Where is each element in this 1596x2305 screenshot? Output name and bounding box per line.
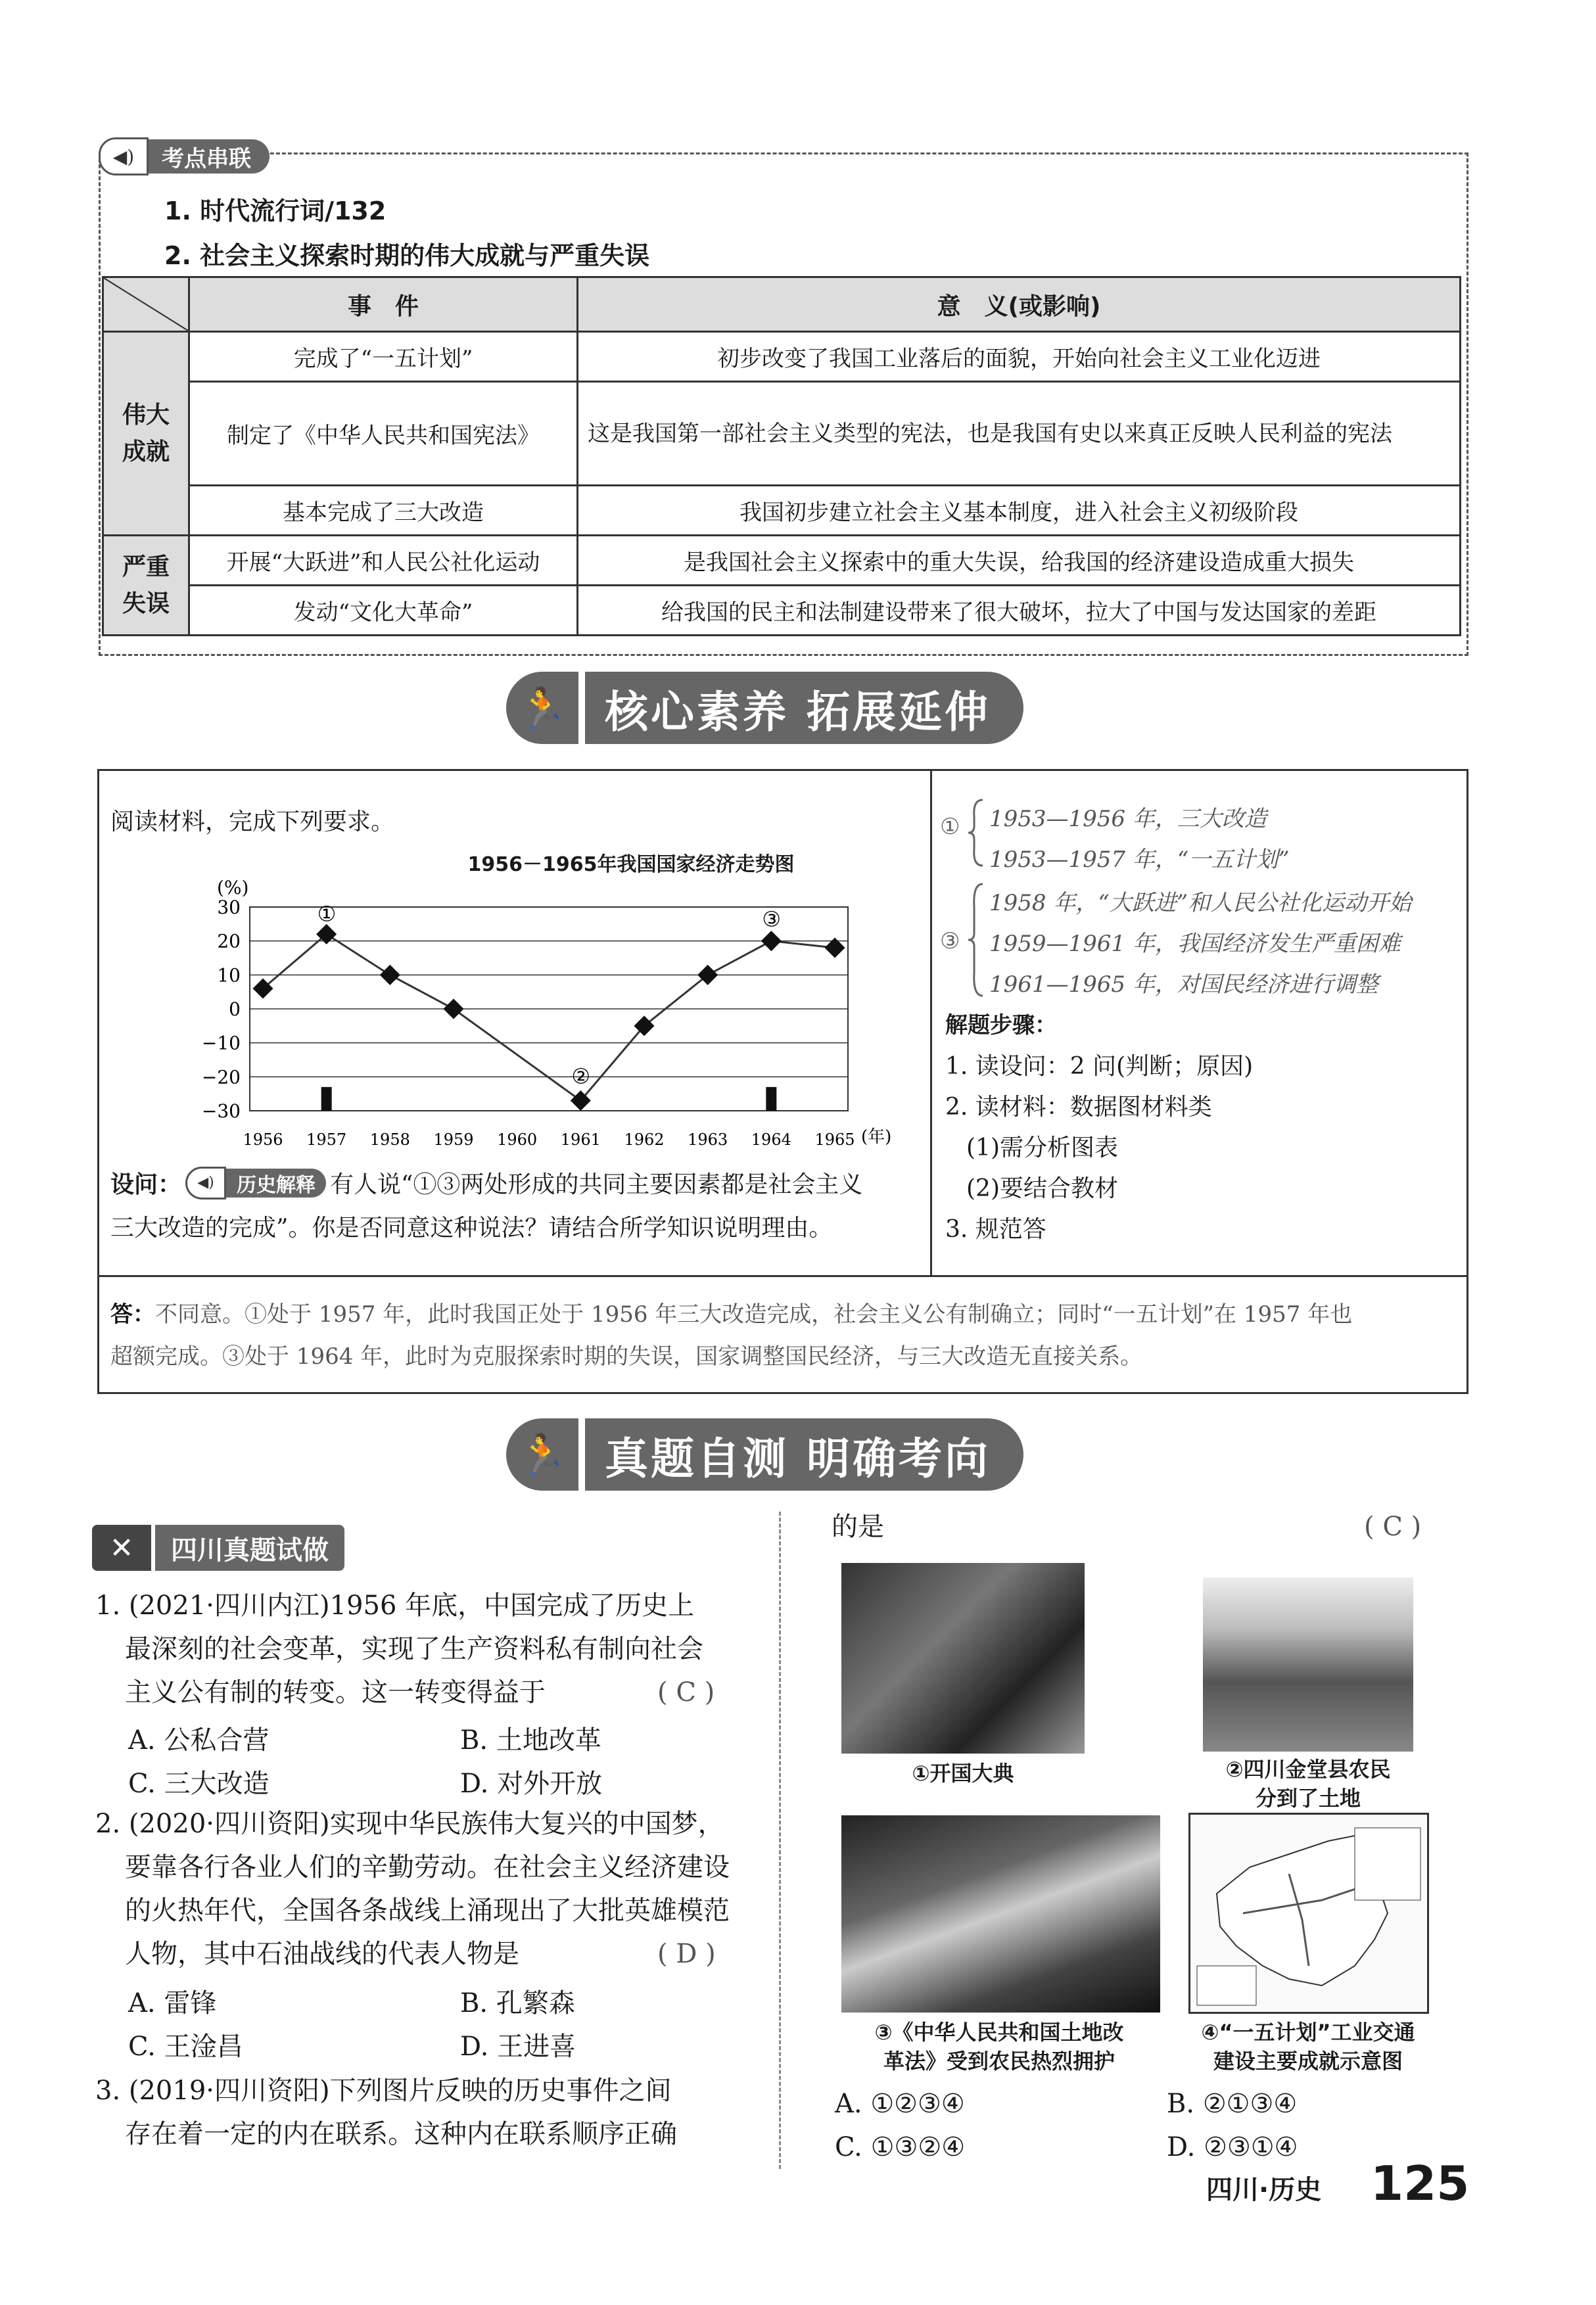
chart-ytick-label: −30 bbox=[201, 1100, 241, 1122]
caption-4a: ④“一五计划”工业交通 bbox=[1201, 2020, 1415, 2045]
q3-option-b[interactable]: B. ②①③④ bbox=[1167, 2089, 1298, 2119]
category-mistakes: 严重失误 bbox=[103, 536, 189, 636]
map-first-five-year-plan bbox=[1188, 1813, 1429, 2014]
step-3: 3. 规范答 bbox=[945, 1216, 1046, 1243]
q1-line-2: 最深刻的社会变革，实现了生产资料私有制向社会 bbox=[125, 1634, 703, 1664]
chart-ylabel: (%) bbox=[217, 877, 249, 898]
table-cell-event: 制定了《中华人民共和国宪法》 bbox=[189, 382, 578, 486]
q2-option-b[interactable]: B. 孔繁森 bbox=[460, 1988, 575, 2018]
q2-line-3: 的火热年代，全国各条战线上涌现出了大批英雄模范 bbox=[125, 1896, 730, 1926]
chart-bar-marker bbox=[321, 1087, 332, 1111]
material-answer-divider bbox=[97, 1275, 1467, 1277]
material-intro: 阅读材料，完成下列要求。 bbox=[110, 808, 395, 835]
chart-data-point bbox=[443, 998, 463, 1019]
speaker-icon: ◀) bbox=[99, 137, 149, 175]
brace-icon bbox=[966, 881, 986, 999]
banner-title: 核心素养 拓展延伸 bbox=[585, 672, 1023, 744]
table-cell-event: 发动“文化大革命” bbox=[189, 586, 578, 636]
chart-series-line bbox=[263, 934, 835, 1100]
q1-option-a[interactable]: A. 公私合营 bbox=[128, 1725, 270, 1756]
chart-xlabel: (年) bbox=[861, 1127, 892, 1147]
chart-xtick-label: 1956 bbox=[243, 1130, 283, 1149]
col-meaning-header: 意 义(或影响) bbox=[578, 277, 1461, 332]
q1-option-b[interactable]: B. 土地改革 bbox=[460, 1725, 601, 1756]
material-divider bbox=[930, 769, 932, 1275]
question-text-1: 有人说“①③两处形成的共同主要因素都是社会主义 bbox=[330, 1171, 863, 1198]
chart-xtick-label: 1964 bbox=[751, 1130, 791, 1149]
chart-xtick-label: 1961 bbox=[560, 1130, 601, 1149]
chart-ytick-label: 0 bbox=[229, 998, 241, 1020]
category-achievements: 伟大成就 bbox=[103, 332, 189, 536]
caption-3a: ③《中华人民共和国土地改 bbox=[874, 2020, 1124, 2045]
economy-chart bbox=[164, 868, 927, 1176]
question-text-2: 三大改造的完成”。你是否同意这种说法？请结合所学知识说明理由。 bbox=[110, 1215, 833, 1242]
q1-line-3: 主义公有制的转变。这一转变得益于 bbox=[125, 1677, 546, 1708]
q1-answer: ( C ) bbox=[657, 1677, 715, 1708]
chart-ytick-label: 30 bbox=[217, 896, 241, 918]
review-tab bbox=[99, 137, 270, 176]
chart-xtick-label: 1959 bbox=[433, 1130, 474, 1149]
runner-icon: 🏃 bbox=[506, 672, 578, 744]
note-3b: 1959—1961 年，我国经济发生严重困难 bbox=[989, 931, 1401, 957]
page-number: 125 bbox=[1371, 2156, 1470, 2211]
banner-title: 真题自测 明确考向 bbox=[585, 1418, 1023, 1491]
step-2a: (1)需分析图表 bbox=[966, 1134, 1118, 1161]
chart-ytick-label: 10 bbox=[217, 964, 241, 987]
q2-line-2: 要靠各行各业人们的辛勤劳动。在社会主义经济建设 bbox=[125, 1852, 730, 1882]
q1-option-c[interactable]: C. 三大改造 bbox=[128, 1769, 270, 1799]
q1-option-d[interactable]: D. 对外开放 bbox=[460, 1769, 603, 1799]
table-corner bbox=[103, 277, 189, 332]
table-cell-meaning: 这是我国第一部社会主义类型的宪法，也是我国有史以来真正反映人民利益的宪法 bbox=[578, 382, 1461, 486]
table-cell-meaning: 我国初步建立社会主义基本制度，进入社会主义初级阶段 bbox=[578, 486, 1461, 536]
col-event-header: 事 件 bbox=[189, 277, 578, 332]
answer-line-2: 超额完成。③处于 1964 年，此时为克服探索时期的失误，国家调整国民经济，与三大改造无直接关系。 bbox=[110, 1343, 1143, 1370]
chart-ytick-label: 20 bbox=[217, 930, 241, 952]
q2-option-a[interactable]: A. 雷锋 bbox=[128, 1988, 217, 2018]
step-2b: (2)要结合教材 bbox=[966, 1175, 1118, 1202]
table-cell-meaning: 给我国的民主和法制建设带来了很大破坏，拉大了中国与发达国家的差距 bbox=[578, 586, 1461, 636]
q1-line-1: 1. (2021·四川内江)1956 年底，中国完成了历史上 bbox=[95, 1591, 695, 1621]
material-question bbox=[110, 1166, 862, 1199]
note-1a: 1953—1956 年，三大改造 bbox=[989, 806, 1267, 832]
chart-bar-marker bbox=[766, 1087, 776, 1111]
review-line-2: 2. 社会主义探索时期的伟大成就与严重失误 bbox=[164, 241, 650, 270]
q3-answer: ( C ) bbox=[1364, 1512, 1422, 1542]
caption-2b: 分到了土地 bbox=[1255, 1786, 1361, 1811]
china-map-icon bbox=[1190, 1815, 1427, 2012]
steps-title: 解题步骤： bbox=[945, 1012, 1057, 1038]
section-banner-test bbox=[506, 1418, 1023, 1491]
chart-data-point bbox=[380, 965, 400, 985]
note-3c: 1961—1965 年，对国民经济进行调整 bbox=[989, 971, 1378, 998]
photo-land-reform bbox=[841, 1815, 1160, 2013]
chart-marker-2: ② bbox=[571, 1063, 591, 1089]
photo-founding-ceremony bbox=[841, 1563, 1085, 1754]
achievements-table bbox=[102, 276, 1461, 636]
table-cell-event: 完成了“一五计划” bbox=[189, 332, 578, 382]
q3-option-a[interactable]: A. ①②③④ bbox=[835, 2089, 965, 2119]
sichuan-tag bbox=[92, 1525, 344, 1571]
q2-option-d[interactable]: D. 王进喜 bbox=[460, 2032, 576, 2062]
q3-line-2: 存在着一定的内在联系。这种内在联系顺序正确 bbox=[125, 2119, 677, 2149]
chart-marker-1: ① bbox=[317, 901, 337, 927]
q2-line-1: 2. (2020·四川资阳)实现中华民族伟大复兴的中国梦， bbox=[95, 1809, 724, 1839]
chart-xtick-label: 1957 bbox=[306, 1130, 347, 1149]
brace-icon bbox=[966, 797, 986, 869]
table-cell-event: 开展“大跃进”和人民公社化运动 bbox=[189, 536, 578, 586]
note-marker-1: ① bbox=[940, 814, 960, 840]
q3-line-3: 的是 bbox=[832, 1512, 884, 1542]
chart-data-point bbox=[697, 965, 718, 985]
note-1b: 1953—1957 年，“一五计划” bbox=[989, 847, 1290, 873]
runner-icon: 🏃 bbox=[506, 1418, 578, 1491]
caption-2a: ②四川金堂县农民 bbox=[1225, 1757, 1391, 1782]
table-cell-meaning: 是我国社会主义探索中的重大失误，给我国的经济建设造成重大损失 bbox=[578, 536, 1461, 586]
photo-jintang-farmers bbox=[1203, 1577, 1413, 1752]
chart-xtick-label: 1960 bbox=[497, 1130, 538, 1149]
q3-option-d[interactable]: D. ②③①④ bbox=[1167, 2132, 1298, 2162]
q2-answer: ( D ) bbox=[657, 1939, 716, 1969]
chart-xtick-label: 1963 bbox=[688, 1130, 728, 1149]
chart-data-point bbox=[761, 931, 782, 951]
question-tag: ◀) 历史解释 bbox=[185, 1167, 326, 1199]
chart-ytick-label: −20 bbox=[201, 1066, 241, 1088]
review-line-1: 1. 时代流行词/132 bbox=[164, 197, 387, 225]
step-1: 1. 读设问：2 问(判断；原因) bbox=[945, 1053, 1254, 1080]
chart-ytick-label: −10 bbox=[201, 1032, 241, 1054]
chart-title: 1956－1965年我国国家经济走势图 bbox=[467, 853, 795, 876]
q3-line-1: 3. (2019·四川资阳)下列图片反映的历史事件之间 bbox=[95, 2076, 672, 2106]
section-banner-core bbox=[506, 672, 1023, 744]
q2-option-c[interactable]: C. 王淦昌 bbox=[128, 2032, 243, 2062]
q2-line-4: 人物，其中石油战线的代表人物是 bbox=[125, 1939, 519, 1969]
question-prefix: 设问： bbox=[110, 1171, 182, 1198]
step-2: 2. 读材料：数据图材料类 bbox=[945, 1094, 1212, 1121]
footer-region: 四川·历史 bbox=[1206, 2175, 1322, 2205]
answer-line-1: 答：不同意。①处于 1957 年，此时我国正处于 1956 年三大改造完成，社会主义公有制确立；同时“一五计划”在 1957 年也 bbox=[110, 1301, 1353, 1328]
table-cell-meaning: 初步改变了我国工业落后的面貌，开始向社会主义工业化迈进 bbox=[578, 332, 1461, 382]
column-divider bbox=[779, 1512, 781, 2169]
chart-xtick-label: 1962 bbox=[624, 1130, 665, 1149]
note-3a: 1958 年，“大跃进”和人民公社化运动开始 bbox=[989, 890, 1412, 916]
chart-xtick-label: 1965 bbox=[814, 1130, 855, 1149]
chart-marker-3: ③ bbox=[762, 906, 782, 932]
q3-option-c[interactable]: C. ①③②④ bbox=[835, 2132, 966, 2162]
table-cell-event: 基本完成了三大改造 bbox=[189, 486, 578, 536]
caption-4b: 建设主要成就示意图 bbox=[1213, 2049, 1403, 2074]
chart-xtick-label: 1958 bbox=[369, 1130, 410, 1149]
caption-1: ①开国大典 bbox=[912, 1761, 1014, 1786]
sichuan-tag-label: 四川真题试做 bbox=[155, 1525, 344, 1571]
cross-arrows-icon: ✕ bbox=[92, 1525, 151, 1571]
speaker-icon: ◀) bbox=[185, 1167, 226, 1199]
review-tab-label: 考点串联 bbox=[149, 139, 270, 174]
note-marker-3: ③ bbox=[940, 928, 960, 954]
caption-3b: 革法》受到农民热烈拥护 bbox=[883, 2049, 1115, 2074]
